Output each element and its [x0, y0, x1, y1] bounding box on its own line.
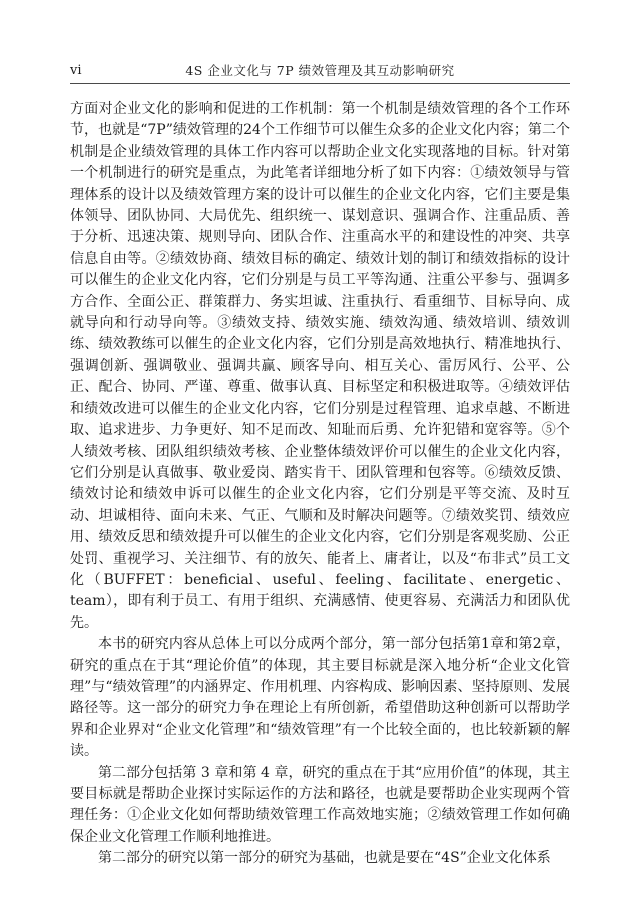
paragraph-research-parts: 本书的研究内容从总体上可以分成两个部分，第一部分包括第1章和第2章，研究的重点在于其“理论价值”的体现，其主要目标就是深入地分析“企业文化管理”与“绩效管理”的内涵界定、作用机理、内容构成、影响因素、坚持原则、发展路径等。这一部分的研究力争在理论上有所创新，希望借助这种创新可以帮助学界和企业界对“企业文化管理”和“绩效管理”有一个比较全面的，也比较新颖的解读。: [70, 636, 570, 760]
page-header: [70, 62, 570, 80]
paragraph-basis: 第二部分的研究以第一部分的研究为基础，也就是要在“4S”企业文化体系: [98, 850, 551, 867]
page-number: vi: [70, 63, 82, 78]
header-rule: [70, 83, 570, 84]
paragraph-second-part: 第二部分包括第 3 章和第 4 章，研究的重点在于其“应用价值”的体现，其主要目标就是帮助企业探讨实际运作的方法和路径，也就是要帮助企业实现两个管理任务：①企业文化如何帮助绩效管理工作高效地实施；②绩效管理工作如何确保企业文化管理工作顺利地推进。: [70, 764, 570, 845]
paragraph-continuation: 方面对企业文化的影响和促进的工作机制：第一个机制是绩效管理的各个工作环节，也就是“7P”绩效管理的24个工作细节可以催生众多的企业文化内容；第二个机制是企业绩效管理的具体工作内容可以帮助企业文化实现落地的目标。针对第一个机制进行的研究是重点，为此笔者详细地分析了如下内容：①绩效领导与管理体系的设计以及绩效管理方案的设计可以催生的企业文化内容，它们主要是集体领导、团队协同、大局优先、组织统一、谋划意识、强调合作、注重品质、善于分析、迅速决策、规则导向、团队合作、注重高水平的和建设性的冲突、共享信息自由等。②绩效协商、绩效目标的确定、绩效计划的制订和绩效指标的设计可以催生的企业文化内容，它们分别是与员工平等沟通、注重公平参与、强调多方合作、全面公正、群策群力、务实坦诚、注重执行、看重细节、目标导向、成就导向和行动导向等。③绩效支持、绩效实施、绩效沟通、绩效培训、绩效训练、绩效教练可以催生的企业文化内容，它们分别是高效地执行、精准地执行、强调创新、强调敬业、强调共赢、顾客导向、相互关心、雷厉风行、公平、公正、配合、协同、严谨、尊重、做事认真、目标坚定和积极进取等。④绩效评估和绩效改进可以催生的企业文化内容，它们分别是过程管理、追求卓越、不断进取、追求进步、力争更好、知不足而改、知耻而后勇、允许犯错和宽容等。⑤个人绩效考核、团队组织绩效考核、企业整体绩效评价可以催生的企业文化内容，它们分别是认真做事、敬业爱岗、踏实肯干、团队管理和包容等。⑥绩效反馈、绩效讨论和绩效申诉可以催生的企业文化内容，它们分别是平等交流、及时互动、坦诚相待、面向未来、气正、气顺和及时解决问题等。⑦绩效奖罚、绩效应用、绩效反思和绩效提升可以催生的企业文化内容，它们分别是客观奖励、公正处罚、重视学习、关注细节、有的放矢、能者上、庸者让，以及“布非式”员工文化（BUFFET：beneficial、useful、feeling、facilitate、energetic、team），即有利于员工、有用于组织、充满感情、使更容易、充满活力和团队优先。: [70, 101, 570, 631]
running-title: 4S 企业文化与 7P 绩效管理及其互动影响研究: [185, 63, 455, 78]
body-text: [70, 99, 570, 870]
